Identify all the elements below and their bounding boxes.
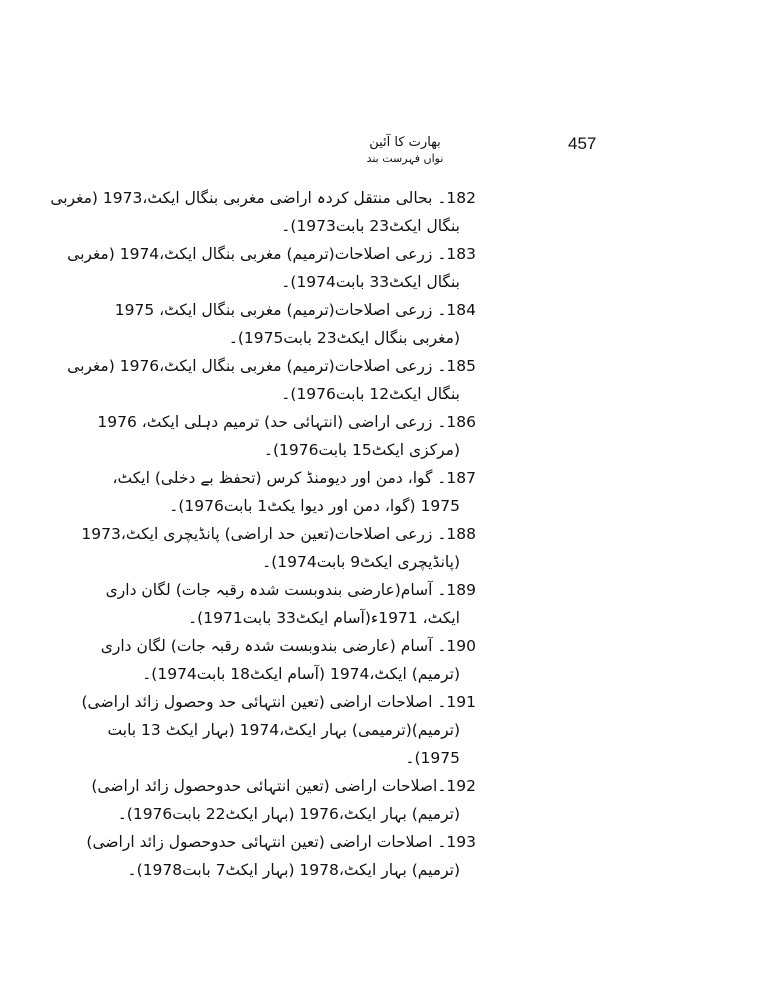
entry-line: 187۔ گوا، دمن اور دیومنڈ کرس (تحفظ بے دخلی) ایکٹ، [112, 469, 476, 487]
entry-line: بنگال ایکٹ12 بابت1976)۔ [281, 385, 460, 403]
entry-line: بنگال ایکٹ23 بابت1973)۔ [281, 217, 460, 235]
entry-line: 1975)۔ [405, 749, 460, 767]
schedule-entry [105, 576, 476, 632]
entry-line: (ترمیم) بہار ایکٹ،1978 (بہار ایکٹ7 بابت1978)۔ [127, 861, 460, 879]
entry-line: (ترمیم)(ترمیمی) بہار ایکٹ،1974 (بہار ایکٹ 13 بابت [107, 721, 460, 739]
schedule-entry [100, 632, 476, 688]
entry-line: (مرکزی ایکٹ15 بابت1976)۔ [263, 441, 460, 459]
schedule-entry [114, 296, 476, 352]
entry-line: 189۔ آسام(عارضی بندوبست شدہ رقبہ جات) لگان داری [105, 581, 476, 599]
schedule-entry [97, 408, 476, 464]
entry-line: 1975 (گوا، دمن اور دیوا یکٹ1 بابت1976)۔ [169, 497, 460, 515]
page-number: 457 [568, 134, 597, 153]
entry-line: 193۔ اصلاحات اراضی (تعین انتہائی حدوحصول زائد اراضی) [86, 833, 476, 851]
entry-line: (پانڈیچری ایکٹ9 بابت1974)۔ [262, 553, 460, 571]
schedule-entry [91, 772, 476, 828]
entry-line: 183۔ زرعی اصلاحات(ترمیم) مغربی بنگال ایکٹ،1974 (مغربی [67, 245, 476, 263]
entry-line: 188۔ زرعی اصلاحات(تعین حد اراضی) پانڈیچری ایکٹ،1973 [81, 525, 476, 543]
entry-line: 184۔ زرعی اصلاحات(ترمیم) مغربی بنگال ایکٹ، 1975 [114, 301, 476, 319]
schedule-entry [67, 352, 476, 408]
entry-line: 182۔ بحالی منتقل کردہ اراضی مغربی بنگال ایکٹ،1973 (مغربی [50, 189, 476, 207]
schedule-entry [81, 688, 476, 772]
page-header [330, 134, 480, 166]
entry-line: 186۔ زرعی اراضی (انتہائی حد) ترمیم دہلی ایکٹ، 1976 [97, 413, 476, 431]
entry-line: بنگال ایکٹ33 بابت1974)۔ [281, 273, 460, 291]
schedule-entries-list [50, 184, 476, 884]
entry-line: 190۔ آسام (عارضی بندوبست شدہ رقبہ جات) لگان داری [100, 637, 476, 655]
entry-line: 192۔اصلاحات اراضی (تعین انتہائی حدوحصول زائد اراضی) [91, 777, 476, 795]
header-subtitle: نواں فہرست بند [366, 152, 444, 165]
schedule-entry [86, 828, 476, 884]
schedule-entry [81, 520, 476, 576]
entry-line: 191۔ اصلاحات اراضی (تعین انتہائی حد وحصول زائد اراضی) [81, 693, 476, 711]
entry-line: ایکٹ، 1971ء(آسام ایکٹ33 بابت1971)۔ [188, 609, 460, 627]
schedule-entry [50, 184, 476, 240]
entry-line: (مغربی بنگال ایکٹ23 بابت1975)۔ [228, 329, 460, 347]
entry-line: (ترمیم) ایکٹ،1974 (آسام ایکٹ18 بابت1974)۔ [142, 665, 460, 683]
entry-line: 185۔ زرعی اصلاحات(ترمیم) مغربی بنگال ایکٹ،1976 (مغربی [67, 357, 476, 375]
entry-line: (ترمیم) بہار ایکٹ،1976 (بہار ایکٹ22 بابت1976)۔ [117, 805, 460, 823]
schedule-entry [67, 240, 476, 296]
schedule-entry [112, 464, 476, 520]
header-title: بھارت کا آئین [369, 135, 441, 150]
